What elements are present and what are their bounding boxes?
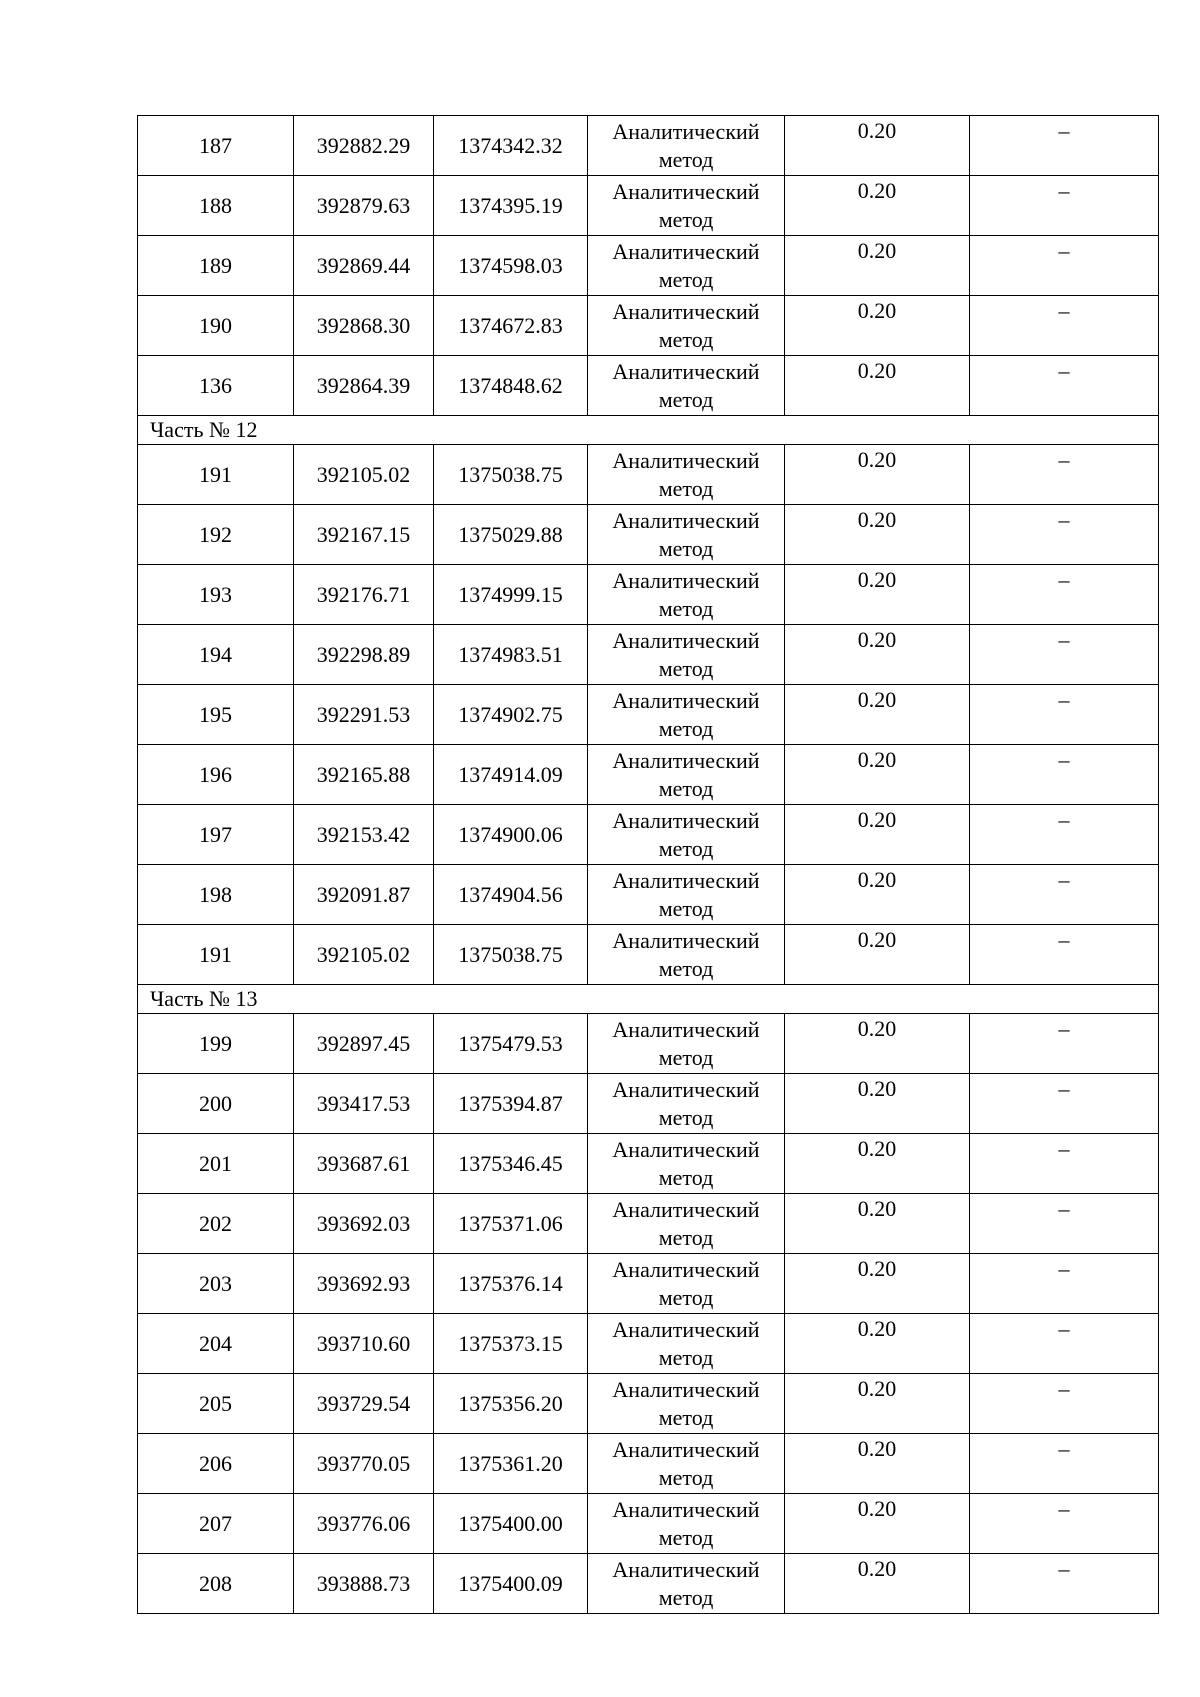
table-row (138, 865, 1159, 925)
method-cell: Аналитический метод (588, 176, 785, 236)
point-number-cell: 205 (138, 1374, 294, 1434)
point-number-cell: 204 (138, 1314, 294, 1374)
accuracy-cell: 0.20 (785, 356, 970, 416)
method-cell: Аналитический метод (588, 625, 785, 685)
coordinate-x-cell: 392291.53 (294, 685, 434, 745)
note-cell: – (970, 116, 1159, 176)
table-row (138, 296, 1159, 356)
point-number-cell: 202 (138, 1194, 294, 1254)
coordinate-x-cell: 392176.71 (294, 565, 434, 625)
note-cell: – (970, 1374, 1159, 1434)
coordinate-y-cell: 1375346.45 (434, 1134, 588, 1194)
method-cell: Аналитический метод (588, 1254, 785, 1314)
coordinate-y-cell: 1375376.14 (434, 1254, 588, 1314)
coordinate-x-cell: 392882.29 (294, 116, 434, 176)
coordinate-y-cell: 1374902.75 (434, 685, 588, 745)
point-number-cell: 196 (138, 745, 294, 805)
coordinate-x-cell: 393770.05 (294, 1434, 434, 1494)
coordinate-y-cell: 1374598.03 (434, 236, 588, 296)
note-cell: – (970, 1074, 1159, 1134)
coordinate-x-cell: 392879.63 (294, 176, 434, 236)
point-number-cell: 201 (138, 1134, 294, 1194)
accuracy-cell: 0.20 (785, 505, 970, 565)
table-row (138, 1254, 1159, 1314)
coordinate-x-cell: 393710.60 (294, 1314, 434, 1374)
note-cell: – (970, 745, 1159, 805)
point-number-cell: 190 (138, 296, 294, 356)
method-cell: Аналитический метод (588, 296, 785, 356)
table-row (138, 1434, 1159, 1494)
accuracy-cell: 0.20 (785, 296, 970, 356)
note-cell: – (970, 296, 1159, 356)
method-cell: Аналитический метод (588, 1074, 785, 1134)
coordinate-x-cell: 393888.73 (294, 1554, 434, 1614)
coordinate-x-cell: 392298.89 (294, 625, 434, 685)
point-number-cell: 203 (138, 1254, 294, 1314)
point-number-cell: 208 (138, 1554, 294, 1614)
table-row (138, 625, 1159, 685)
point-number-cell: 194 (138, 625, 294, 685)
section-heading: Часть № 12 (138, 416, 1159, 445)
coordinate-x-cell: 392897.45 (294, 1014, 434, 1074)
table-row (138, 1134, 1159, 1194)
accuracy-cell: 0.20 (785, 1194, 970, 1254)
method-cell: Аналитический метод (588, 1014, 785, 1074)
point-number-cell: 193 (138, 565, 294, 625)
coordinate-x-cell: 393417.53 (294, 1074, 434, 1134)
accuracy-cell: 0.20 (785, 745, 970, 805)
table-row (138, 805, 1159, 865)
method-cell: Аналитический метод (588, 116, 785, 176)
table-row (138, 505, 1159, 565)
coordinate-x-cell: 393776.06 (294, 1494, 434, 1554)
table-row (138, 685, 1159, 745)
note-cell: – (970, 356, 1159, 416)
coordinate-y-cell: 1375361.20 (434, 1434, 588, 1494)
point-number-cell: 195 (138, 685, 294, 745)
table-row (138, 1074, 1159, 1134)
table-row (138, 236, 1159, 296)
method-cell: Аналитический метод (588, 356, 785, 416)
accuracy-cell: 0.20 (785, 1134, 970, 1194)
table-row (138, 925, 1159, 985)
note-cell: – (970, 1254, 1159, 1314)
coordinate-x-cell: 392864.39 (294, 356, 434, 416)
note-cell: – (970, 1314, 1159, 1374)
method-cell: Аналитический метод (588, 925, 785, 985)
coordinate-x-cell: 392167.15 (294, 505, 434, 565)
accuracy-cell: 0.20 (785, 445, 970, 505)
accuracy-cell: 0.20 (785, 1314, 970, 1374)
table-row (138, 176, 1159, 236)
note-cell: – (970, 236, 1159, 296)
point-number-cell: 199 (138, 1014, 294, 1074)
coordinates-table (137, 115, 1159, 1614)
coordinate-x-cell: 393692.93 (294, 1254, 434, 1314)
accuracy-cell: 0.20 (785, 1014, 970, 1074)
note-cell: – (970, 685, 1159, 745)
accuracy-cell: 0.20 (785, 116, 970, 176)
coordinate-x-cell: 392869.44 (294, 236, 434, 296)
note-cell: – (970, 176, 1159, 236)
coordinate-y-cell: 1375356.20 (434, 1374, 588, 1434)
accuracy-cell: 0.20 (785, 1494, 970, 1554)
note-cell: – (970, 1134, 1159, 1194)
point-number-cell: 206 (138, 1434, 294, 1494)
coordinate-x-cell: 392105.02 (294, 925, 434, 985)
method-cell: Аналитический метод (588, 685, 785, 745)
coordinates-table-body (138, 116, 1159, 1614)
method-cell: Аналитический метод (588, 1494, 785, 1554)
note-cell: – (970, 505, 1159, 565)
note-cell: – (970, 1494, 1159, 1554)
point-number-cell: 200 (138, 1074, 294, 1134)
table-row (138, 356, 1159, 416)
point-number-cell: 191 (138, 925, 294, 985)
note-cell: – (970, 1014, 1159, 1074)
coordinate-y-cell: 1375479.53 (434, 1014, 588, 1074)
coordinate-x-cell: 392091.87 (294, 865, 434, 925)
accuracy-cell: 0.20 (785, 1374, 970, 1434)
accuracy-cell: 0.20 (785, 805, 970, 865)
table-row (138, 1374, 1159, 1434)
table-row (138, 116, 1159, 176)
coordinate-y-cell: 1375400.00 (434, 1494, 588, 1554)
coordinate-y-cell: 1374672.83 (434, 296, 588, 356)
coordinate-x-cell: 392868.30 (294, 296, 434, 356)
coordinate-y-cell: 1374983.51 (434, 625, 588, 685)
coordinate-y-cell: 1375394.87 (434, 1074, 588, 1134)
coordinate-x-cell: 393729.54 (294, 1374, 434, 1434)
method-cell: Аналитический метод (588, 1554, 785, 1614)
coordinate-y-cell: 1374999.15 (434, 565, 588, 625)
coordinate-y-cell: 1374342.32 (434, 116, 588, 176)
coordinate-y-cell: 1374395.19 (434, 176, 588, 236)
coordinate-y-cell: 1375371.06 (434, 1194, 588, 1254)
table-row (138, 1194, 1159, 1254)
point-number-cell: 198 (138, 865, 294, 925)
coordinate-y-cell: 1375400.09 (434, 1554, 588, 1614)
section-heading: Часть № 13 (138, 985, 1159, 1014)
coordinate-y-cell: 1375038.75 (434, 925, 588, 985)
accuracy-cell: 0.20 (785, 1434, 970, 1494)
section-heading-row (138, 416, 1159, 445)
coordinate-y-cell: 1375029.88 (434, 505, 588, 565)
point-number-cell: 136 (138, 356, 294, 416)
coordinate-y-cell: 1374914.09 (434, 745, 588, 805)
note-cell: – (970, 445, 1159, 505)
coordinate-y-cell: 1375373.15 (434, 1314, 588, 1374)
point-number-cell: 187 (138, 116, 294, 176)
accuracy-cell: 0.20 (785, 865, 970, 925)
point-number-cell: 188 (138, 176, 294, 236)
point-number-cell: 207 (138, 1494, 294, 1554)
table-row (138, 1314, 1159, 1374)
method-cell: Аналитический метод (588, 445, 785, 505)
accuracy-cell: 0.20 (785, 565, 970, 625)
note-cell: – (970, 805, 1159, 865)
accuracy-cell: 0.20 (785, 1254, 970, 1314)
accuracy-cell: 0.20 (785, 625, 970, 685)
accuracy-cell: 0.20 (785, 685, 970, 745)
note-cell: – (970, 1194, 1159, 1254)
coordinate-x-cell: 392165.88 (294, 745, 434, 805)
coordinate-y-cell: 1374904.56 (434, 865, 588, 925)
coordinate-y-cell: 1374900.06 (434, 805, 588, 865)
table-row (138, 1014, 1159, 1074)
coordinate-x-cell: 393692.03 (294, 1194, 434, 1254)
table-row (138, 445, 1159, 505)
accuracy-cell: 0.20 (785, 236, 970, 296)
table-row (138, 1494, 1159, 1554)
coordinate-y-cell: 1375038.75 (434, 445, 588, 505)
note-cell: – (970, 1434, 1159, 1494)
table-row (138, 1554, 1159, 1614)
method-cell: Аналитический метод (588, 505, 785, 565)
note-cell: – (970, 625, 1159, 685)
method-cell: Аналитический метод (588, 1134, 785, 1194)
method-cell: Аналитический метод (588, 745, 785, 805)
method-cell: Аналитический метод (588, 565, 785, 625)
point-number-cell: 191 (138, 445, 294, 505)
point-number-cell: 197 (138, 805, 294, 865)
coordinate-x-cell: 392153.42 (294, 805, 434, 865)
accuracy-cell: 0.20 (785, 1554, 970, 1614)
point-number-cell: 189 (138, 236, 294, 296)
table-row (138, 565, 1159, 625)
accuracy-cell: 0.20 (785, 176, 970, 236)
method-cell: Аналитический метод (588, 1434, 785, 1494)
section-heading-row (138, 985, 1159, 1014)
coordinate-y-cell: 1374848.62 (434, 356, 588, 416)
accuracy-cell: 0.20 (785, 1074, 970, 1134)
coordinate-x-cell: 392105.02 (294, 445, 434, 505)
note-cell: – (970, 1554, 1159, 1614)
method-cell: Аналитический метод (588, 865, 785, 925)
method-cell: Аналитический метод (588, 1374, 785, 1434)
method-cell: Аналитический метод (588, 805, 785, 865)
point-number-cell: 192 (138, 505, 294, 565)
note-cell: – (970, 865, 1159, 925)
method-cell: Аналитический метод (588, 1314, 785, 1374)
method-cell: Аналитический метод (588, 1194, 785, 1254)
method-cell: Аналитический метод (588, 236, 785, 296)
note-cell: – (970, 925, 1159, 985)
table-row (138, 745, 1159, 805)
coordinate-x-cell: 393687.61 (294, 1134, 434, 1194)
accuracy-cell: 0.20 (785, 925, 970, 985)
note-cell: – (970, 565, 1159, 625)
